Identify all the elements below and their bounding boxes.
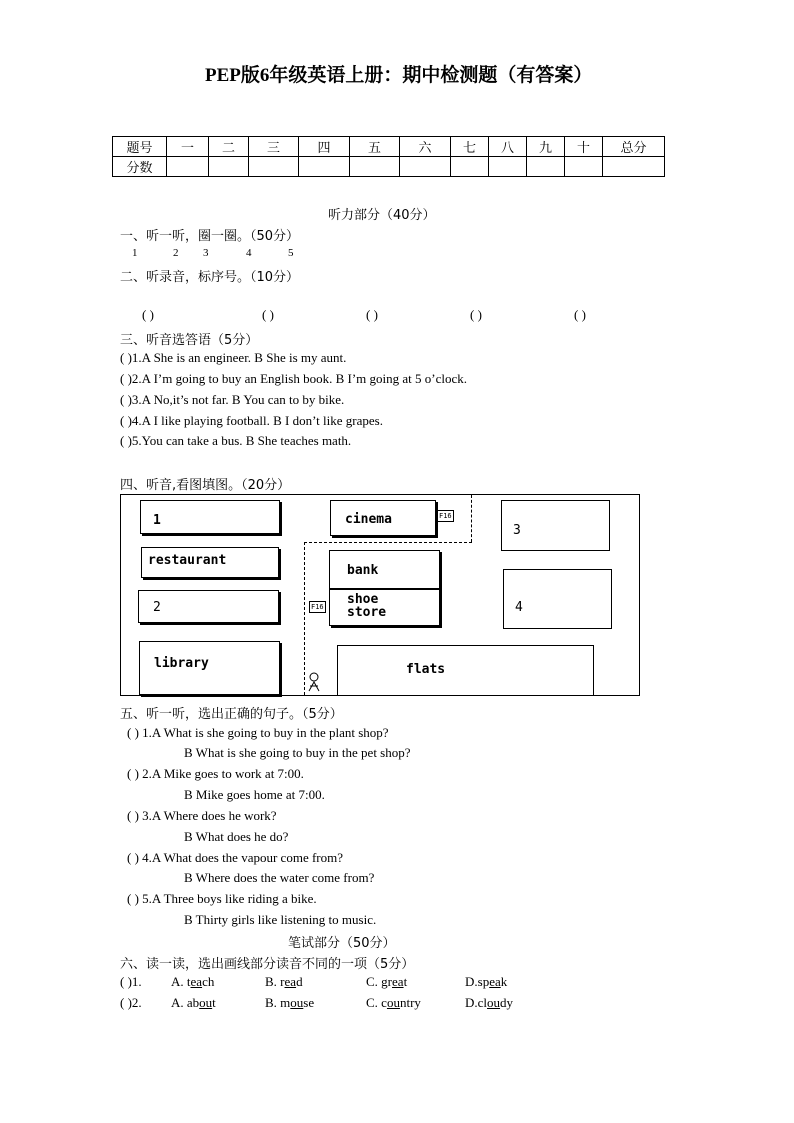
- s6-option: A. about: [171, 995, 216, 1010]
- answer-paren[interactable]: ( ): [470, 307, 482, 322]
- score-input-cell[interactable]: [249, 157, 299, 177]
- s6-prefix: ( )1.: [120, 974, 142, 989]
- s6-option: C. great: [366, 974, 408, 989]
- s6-row: [120, 974, 142, 990]
- s1-number: 3: [203, 247, 209, 259]
- map-blank-4: 4: [503, 569, 612, 629]
- score-input-cell[interactable]: [451, 157, 489, 177]
- score-input-cell[interactable]: [565, 157, 603, 177]
- map-cinema: cinema: [330, 500, 436, 536]
- score-input-cell[interactable]: [209, 157, 249, 177]
- s5-item-a: ( ) 5.A Three boys like riding a bike.: [127, 891, 317, 906]
- s5-item-a: ( ) 3.A Where does he work?: [127, 808, 277, 823]
- s6-option: D.cloudy: [465, 995, 514, 1010]
- map-shoe-store: shoe store: [329, 589, 440, 626]
- s5-item-b: B What does he do?: [184, 829, 289, 844]
- s6-option: D.speak: [465, 974, 508, 989]
- map-path: [471, 495, 472, 542]
- s1-number: 1: [132, 247, 138, 259]
- s6-prefix: ( )2.: [120, 995, 142, 1010]
- score-input-cell[interactable]: [299, 157, 350, 177]
- table-cell: 题号: [113, 137, 167, 157]
- answer-paren[interactable]: ( ): [142, 307, 154, 322]
- table-cell: 二: [209, 137, 249, 157]
- person-icon: [306, 671, 322, 693]
- section6-heading: 六、读一读，选出画线部分读音不同的一项（5分）: [120, 957, 415, 972]
- section4-heading: 四、听音,看图填图。（20分）: [120, 478, 291, 493]
- table-cell: 分数: [113, 157, 167, 177]
- table-cell: 八: [489, 137, 527, 157]
- score-input-cell[interactable]: [167, 157, 209, 177]
- written-header: 笔试部分（50分）: [288, 936, 396, 951]
- map-blank-3: 3: [501, 500, 610, 551]
- s6-option: B. read: [265, 974, 303, 989]
- map-restaurant: restaurant: [141, 547, 279, 578]
- map-library: library: [139, 641, 280, 695]
- table-cell: 十: [565, 137, 603, 157]
- s5-item-b: B What is she going to buy in the pet shop?: [184, 745, 411, 760]
- answer-paren[interactable]: ( ): [574, 307, 586, 322]
- s1-number: 4: [246, 247, 252, 259]
- score-input-cell[interactable]: [527, 157, 565, 177]
- s6-option: C. country: [366, 995, 421, 1010]
- map-bank: bank: [329, 550, 440, 589]
- map-sign: F16: [311, 603, 324, 611]
- s1-number: 5: [288, 247, 294, 259]
- s3-item: ( )3.A No,it’s not far. B You can to by bike.: [120, 392, 345, 407]
- s6-option: A. teach: [171, 974, 215, 989]
- table-cell: 一: [167, 137, 209, 157]
- s3-item: ( )1.A She is an engineer. B She is my aunt.: [120, 350, 347, 365]
- score-table-header-row: [113, 137, 665, 157]
- s3-item: ( )2.A I’m going to buy an English book. B I’m going at 5 o’clock.: [120, 371, 467, 386]
- street-map: [120, 494, 640, 696]
- answer-paren[interactable]: ( ): [366, 307, 378, 322]
- map-blank-2: 2: [138, 590, 279, 623]
- table-cell: 六: [400, 137, 451, 157]
- score-input-cell[interactable]: [400, 157, 451, 177]
- s5-item-a: ( ) 1.A What is she going to buy in the plant shop?: [127, 725, 389, 740]
- map-flats: flats: [337, 645, 594, 696]
- score-table: [112, 136, 665, 177]
- map-sign: F16: [439, 512, 452, 520]
- s1-number: 2: [173, 247, 179, 259]
- table-cell: 七: [451, 137, 489, 157]
- s6-row: [120, 995, 142, 1011]
- s5-item-b: B Thirty girls like listening to music.: [184, 912, 377, 927]
- section1-heading: 一、听一听，圈一圈。（50分）: [120, 229, 300, 244]
- map-path: [304, 542, 472, 543]
- s3-item: ( )4.A I like playing football. B I don’t like grapes.: [120, 413, 383, 428]
- s5-item-a: ( ) 4.A What does the vapour come from?: [127, 850, 343, 865]
- table-cell: 五: [350, 137, 400, 157]
- answer-paren[interactable]: ( ): [262, 307, 274, 322]
- section3-heading: 三、听音选答语（5分）: [120, 333, 259, 348]
- s3-item: ( )5.You can take a bus. B She teaches math.: [120, 433, 352, 448]
- score-input-cell[interactable]: [350, 157, 400, 177]
- score-table-score-row: [113, 157, 665, 177]
- map-blank-1: 1: [140, 500, 280, 534]
- page-title: PEP版6年级英语上册：期中检测题（有答案）: [205, 65, 593, 86]
- s6-option: B. mouse: [265, 995, 315, 1010]
- section5-heading: 五、听一听，选出正确的句子。（5分）: [120, 707, 343, 722]
- map-path: [304, 542, 305, 695]
- score-input-cell[interactable]: [603, 157, 665, 177]
- score-input-cell[interactable]: [489, 157, 527, 177]
- table-cell: 四: [299, 137, 350, 157]
- table-cell: 三: [249, 137, 299, 157]
- s5-item-a: ( ) 2.A Mike goes to work at 7:00.: [127, 766, 304, 781]
- table-cell: 九: [527, 137, 565, 157]
- s5-item-b: B Where does the water come from?: [184, 870, 375, 885]
- table-cell: 总分: [603, 137, 665, 157]
- s5-item-b: B Mike goes home at 7:00.: [184, 787, 325, 802]
- section2-heading: 二、听录音，标序号。（10分）: [120, 270, 300, 285]
- listening-header: 听力部分（40分）: [328, 208, 436, 223]
